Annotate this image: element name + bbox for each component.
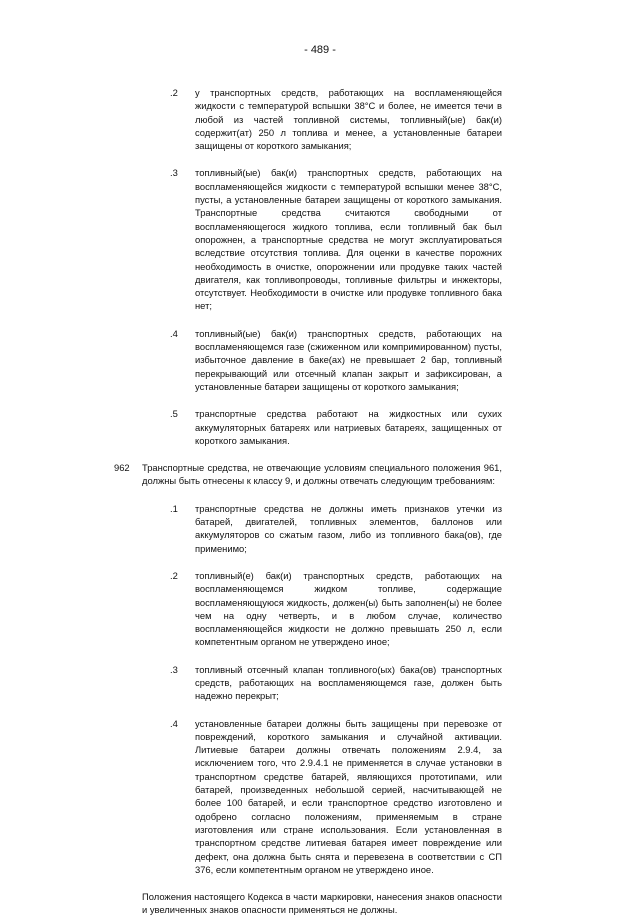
list-item (170, 86, 502, 152)
list-item (170, 502, 502, 555)
list-item (170, 327, 502, 393)
item-number: .2 (170, 569, 178, 581)
item-number: .4 (170, 327, 178, 339)
item-number: .1 (170, 502, 178, 514)
document-body (114, 86, 502, 917)
item-text: транспортные средства работают на жидкостных или сухих аккумуляторных батареях или натриевых батареях, защищенных от короткого замыкания. (195, 408, 502, 446)
item-number: .3 (170, 167, 178, 179)
item-text: топливный отсечный клапан топливного(ых) бака(ов) транспортных средств, работающих на воспламеняющемся газе, должен быть надежно перекрыт; (195, 663, 502, 702)
paragraph-number: 962 (114, 462, 130, 474)
list-item (170, 663, 502, 703)
item-number: .2 (170, 87, 178, 98)
item-number: .4 (170, 717, 178, 729)
list-item (170, 407, 502, 447)
list-item (170, 569, 502, 649)
paragraph-962 (114, 461, 502, 488)
list-item (170, 166, 502, 312)
item-text: у транспортных средств, работающих на воспламеняющейся жидкости с температурой вспышки 38°C и более, не имеется течи в любой из частей топливной системы, топливный(ые) бак(и) содержит(ат) 250 л топлива и менее, а установленные батареи защищены от короткого замыкания; (195, 87, 502, 152)
item-text: транспортные средства не должны иметь признаков утечки из батарей, двигателей, топливных элементов, баллонов или аккумуляторов со сжатым газом, либо из топливного бака(ов), где применимо; (195, 502, 502, 554)
item-number: .5 (170, 408, 178, 420)
item-text: топливный(ые) бак(и) транспортных средств, работающих на воспламеняющемся газе (сжиженном или компримированном) пусты, избыточное давление в баке(ах) не превышает 2 бар, топливный перекрывающий или отсечный клапан закрыт и зафиксирован, а установленные батареи защищены от короткого замыкания; (195, 327, 502, 392)
page-number: - 489 - (304, 44, 336, 56)
paragraph-text: Транспортные средства, не отвечающие условиям специального положения 961, должны быть отнесены к классу 9, и должны отвечать следующим требованиям: (142, 462, 502, 487)
item-number: .3 (170, 663, 178, 675)
item-text: топливный(ые) бак(и) транспортных средств, работающих на воспламеняющейся жидкости с температурой вспышки менее 38°C, пусты, а установленные батареи защищены от короткого замыкания. Транспортные средства считаются свободными от воспламеняющегося жидкого топлива, если топливный бак был опорожнен, а транспортные средства не могут эксплуатироваться вследствие отсутствия топлива. Для оценки в качестве порожних необходимость в очистке, опорожнении или продувке таких частей двигателя, как топливопроводы, топливные фильтры и инжекторы, отсутствует. Необходимости в очистке или продувке топливного бака нет; (195, 167, 502, 312)
second-subitem-list (170, 502, 502, 876)
item-text: установленные батареи должны быть защищены при перевозке от повреждений, короткого замыкания и случайной активации. Литиевые батареи должны отвечать положениям 2.9.4, за исключением того, что 2.9.4.1 не применяется в случае установки в транспортном средстве батарей, являющихся прототипами, или батарей, произведенных небольшой серией, насчитывающей не более 100 батарей, и если транспортное средство изготовлено и одобрено согласно положениям, применяемым в стране изготовления или стране использования. Если установленная в транспортном средстве литиевая батарея имеет повреждение или дефект, она должна быть снята и перевезена в соответствии с СП 376, если компетентным органом не утверждено иное. (195, 717, 502, 875)
item-text: топливный(е) бак(и) транспортных средств, работающих на воспламеняющемся жидком топливе, содержащие воспламеняющуюся жидкость, должен(ы) быть заполнен(ы) не более чем на одну четверть, и в любом случае, количество воспламеняющейся жидкости не должно превышать 250 л, если компетентным органом не утверждено иное; (195, 569, 502, 648)
first-subitem-list (170, 86, 502, 447)
closing-paragraph: Положения настоящего Кодекса в части маркировки, нанесения знаков опасности и увеличенных знаков опасности применяться не должны. (142, 891, 502, 916)
list-item (170, 717, 502, 877)
